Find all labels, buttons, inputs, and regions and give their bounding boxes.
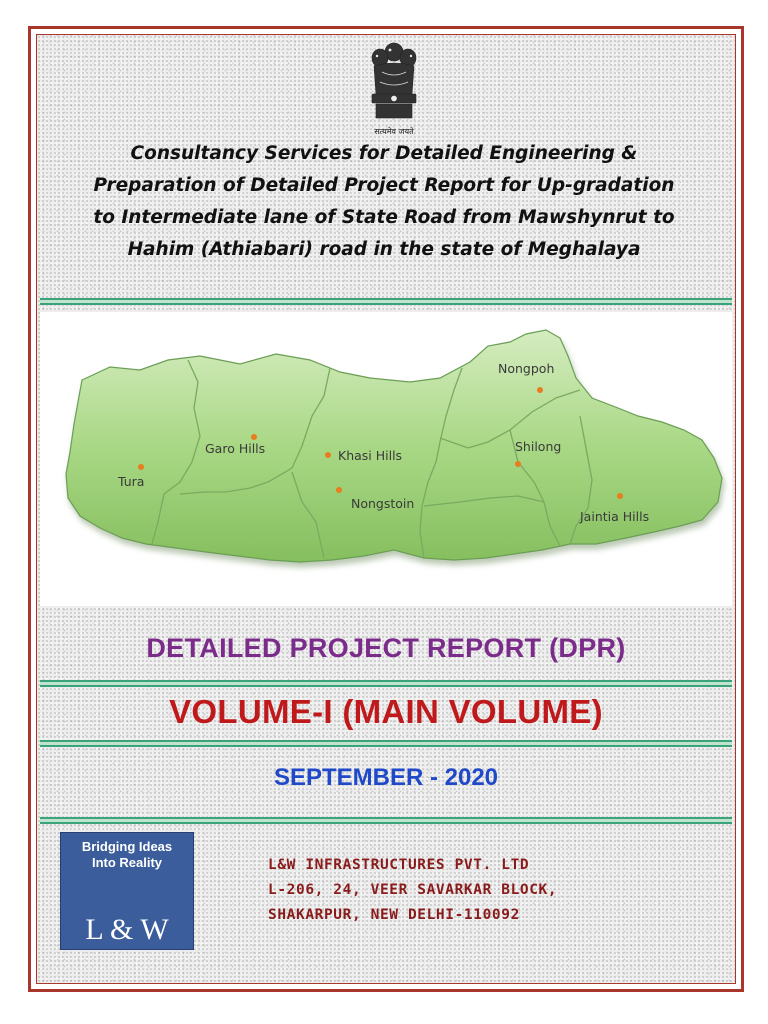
label-nongstoin: Nongstoin bbox=[351, 496, 415, 511]
volume-title: VOLUME-I (MAIN VOLUME) bbox=[169, 693, 603, 730]
label-shilong: Shilong bbox=[515, 439, 562, 454]
divider-rule-3 bbox=[40, 740, 732, 747]
label-khasi-hills: Khasi Hills bbox=[338, 448, 403, 463]
logo-mark: L & W bbox=[85, 913, 169, 946]
meghalaya-map-panel bbox=[40, 312, 732, 606]
label-nongpoh: Nongpoh bbox=[498, 361, 555, 376]
logo-tagline bbox=[61, 839, 193, 871]
company-block bbox=[268, 853, 688, 928]
title-line-2: Preparation of Detailed Project Report for Up-gradation bbox=[93, 175, 675, 196]
report-date: SEPTEMBER - 2020 bbox=[273, 764, 499, 791]
emblem-motto: सत्यमेव जयते bbox=[374, 127, 414, 136]
marker-khasi-hills bbox=[325, 452, 331, 458]
marker-nongstoin bbox=[336, 487, 342, 493]
divider-rule-2 bbox=[40, 680, 732, 687]
title-line-4: Hahim (Athiabari) road in the state of Meghalaya bbox=[127, 239, 641, 260]
marker-garo-hills bbox=[251, 434, 257, 440]
marker-tura bbox=[138, 464, 144, 470]
state-emblem-icon bbox=[352, 36, 436, 136]
label-jaintia-hills: Jaintia Hills bbox=[580, 509, 650, 524]
company-name: L&W INFRASTRUCTURES PVT. LTD bbox=[268, 857, 530, 873]
company-address-line-1: L-206, 24, VEER SAVARKAR BLOCK, bbox=[268, 882, 558, 898]
meghalaya-state-shape bbox=[66, 330, 722, 562]
marker-nongpoh bbox=[537, 387, 543, 393]
marker-shilong bbox=[515, 461, 521, 467]
lw-logo bbox=[60, 832, 194, 950]
title-line-3: to Intermediate lane of State Road from Mawshynrut to bbox=[93, 207, 675, 228]
label-tura: Tura bbox=[118, 474, 145, 489]
logo-tagline-line-2: Into Reality bbox=[91, 855, 163, 870]
divider-rule-4 bbox=[40, 817, 732, 824]
logo-tagline-line-1: Bridging Ideas bbox=[81, 839, 173, 854]
label-garo-hills: Garo Hills bbox=[205, 441, 266, 456]
title-line-1: Consultancy Services for Detailed Engineering & bbox=[130, 143, 638, 164]
company-address-line-2: SHAKARPUR, NEW DELHI-110092 bbox=[268, 907, 520, 923]
marker-jaintia-hills bbox=[617, 493, 623, 499]
project-title bbox=[50, 138, 718, 266]
divider-rule-1 bbox=[40, 298, 732, 305]
meghalaya-map bbox=[40, 312, 732, 606]
report-heading: DETAILED PROJECT REPORT (DPR) bbox=[146, 633, 626, 663]
